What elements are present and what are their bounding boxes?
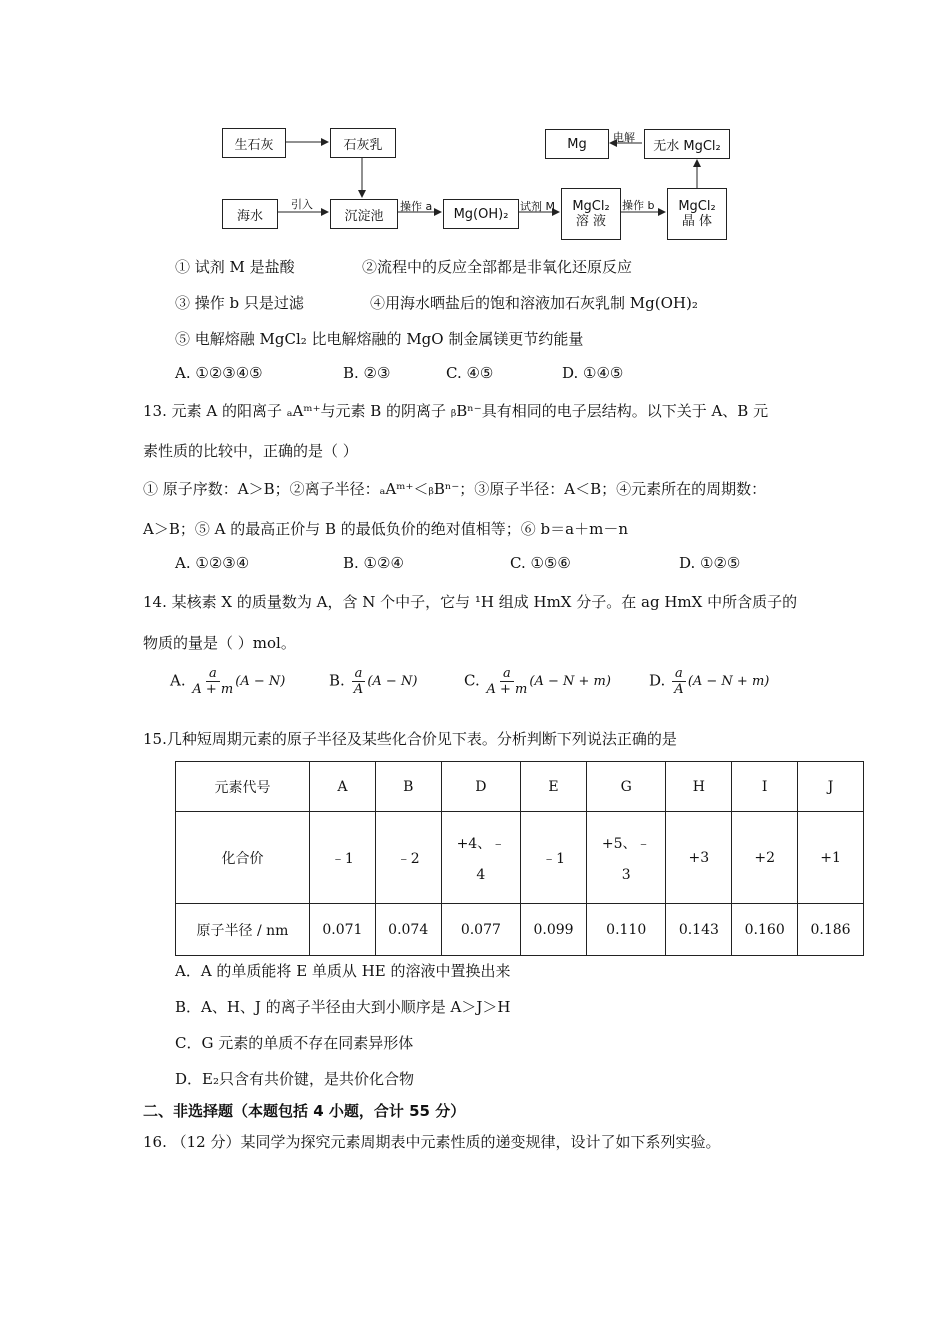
valence-line: +5、﹣ xyxy=(601,835,651,852)
q13-stem-line-1: 13. 元素 A 的阳离子 ₐAᵐ⁺与元素 B 的阴离子 ᵦBⁿ⁻具有相同的电子层结构。以下关于 A、B 元 xyxy=(143,402,769,420)
q16-stem: 16. （12 分）某同学为探究元素周期表中元素性质的递变规律，设计了如下系列实验。 xyxy=(143,1133,721,1151)
q14-option-a-fraction xyxy=(192,666,233,697)
mgcl2-crystal-formula: MgCl₂ xyxy=(678,199,716,214)
fraction-denominator: A + m xyxy=(486,682,528,697)
q15-stem: 15.几种短周期元素的原子半径及某些化合价见下表。分析判断下列说法正确的是 xyxy=(143,730,677,748)
q13-stem-line-3: ① 原子序数：A＞B；②离子半径：ₐAᵐ⁺＜ᵦBⁿ⁻；③原子半径：A＜B；④元素所在的周期数： xyxy=(143,480,767,498)
q14-stem-line-2: 物质的量是（ ）mol。 xyxy=(143,634,296,652)
label-introduce: 引入 xyxy=(291,198,313,211)
code-cell: A xyxy=(310,762,376,812)
code-cell: I xyxy=(732,762,798,812)
q12-statement-5: ⑤ 电解熔融 MgCl₂ 比电解熔融的 MgO 制金属镁更节约能量 xyxy=(175,330,584,348)
box-lime-milk: 石灰乳 xyxy=(330,128,396,158)
q15-option-c: C．G 元素的单质不存在同素异形体 xyxy=(175,1034,414,1052)
q12-option-d: D. ①④⑤ xyxy=(562,364,624,382)
label-electrolysis: 电解 xyxy=(613,131,635,144)
code-cell: H xyxy=(666,762,732,812)
valence-line: 4 xyxy=(476,866,486,883)
valence-cell: +1 xyxy=(798,812,864,904)
valence-cell: ﹣1 xyxy=(310,812,376,904)
q15-option-a: A．A 的单质能将 E 单质从 HE 的溶液中置换出来 xyxy=(175,962,511,980)
q14-option-a-expression: (A − N) xyxy=(235,674,286,689)
q14-option-d-letter: D. xyxy=(649,671,666,690)
q14-option-d-expression: (A − N + m) xyxy=(687,674,770,689)
fraction-denominator: A xyxy=(674,682,684,697)
q12-statement-4: ④用海水晒盐后的饱和溶液加石灰乳制 Mg(OH)₂ xyxy=(370,294,698,312)
radius-cell: 0.074 xyxy=(375,904,441,956)
q13-option-d: D. ①②⑤ xyxy=(679,554,741,572)
radius-cell: 0.110 xyxy=(586,904,666,956)
fraction-numerator: a xyxy=(206,666,220,682)
q12-option-c: C. ④⑤ xyxy=(446,364,494,382)
fraction-denominator: A xyxy=(353,682,364,697)
q14-option-b-fraction xyxy=(352,666,366,697)
code-cell: E xyxy=(521,762,587,812)
fraction-numerator: a xyxy=(672,666,686,682)
radius-cell: 0.099 xyxy=(521,904,587,956)
code-cell: B xyxy=(375,762,441,812)
box-mg-oh-2: Mg(OH)₂ xyxy=(443,199,519,229)
radius-cell: 0.186 xyxy=(798,904,864,956)
box-quicklime: 生石灰 xyxy=(222,128,286,158)
table-row-radius xyxy=(176,904,864,956)
valence-cell: +2 xyxy=(732,812,798,904)
q13-option-b: B. ①②④ xyxy=(343,554,404,572)
radius-cell: 0.071 xyxy=(310,904,376,956)
valence-cell xyxy=(441,812,521,904)
q14-stem-line-1: 14. 某核素 X 的质量数为 A，含 N 个中子，它与 ¹H 组成 HmX 分子。在 ag HmX 中所含质子的 xyxy=(143,593,798,611)
radius-cell: 0.143 xyxy=(666,904,732,956)
q14-option-b-letter: B. xyxy=(329,671,345,690)
q13-option-c: C. ①⑤⑥ xyxy=(510,554,571,572)
fraction-numerator: a xyxy=(500,666,514,682)
box-seawater: 海水 xyxy=(222,199,278,229)
q13-stem-line-4: A＞B；⑤ A 的最高正价与 B 的最低负价的绝对值相等；⑥ b＝a＋m－n xyxy=(143,520,628,538)
valence-cell: +3 xyxy=(666,812,732,904)
row-header: 元素代号 xyxy=(176,762,310,812)
label-operation-a: 操作 a xyxy=(400,200,433,213)
box-anhydrous-mgcl2: 无水 MgCl₂ xyxy=(644,129,730,159)
valence-cell xyxy=(586,812,666,904)
q14-option-c xyxy=(464,666,611,697)
row-header: 化合价 xyxy=(176,812,310,904)
q12-statement-3: ③ 操作 b 只是过滤 xyxy=(175,294,304,312)
mgcl2-solution-label: 溶 液 xyxy=(575,214,607,229)
valence-line: +4、﹣ xyxy=(456,835,506,852)
box-precipitation-tank: 沉淀池 xyxy=(330,199,398,229)
table-row-valence xyxy=(176,812,864,904)
mgcl2-crystal-label: 晶 体 xyxy=(681,214,713,229)
label-operation-b: 操作 b xyxy=(622,199,655,212)
q14-option-b xyxy=(329,666,417,697)
mgcl2-solution-formula: MgCl₂ xyxy=(572,199,610,214)
fraction-denominator: A + m xyxy=(192,682,234,697)
q12-statement-1: ① 试剂 M 是盐酸 xyxy=(175,258,295,276)
valence-line: 3 xyxy=(621,866,631,883)
box-mgcl2-solution xyxy=(561,188,621,240)
fraction-numerator: a xyxy=(352,666,366,682)
valence-cell: ﹣2 xyxy=(375,812,441,904)
q13-stem-line-2: 素性质的比较中，正确的是（ ） xyxy=(143,442,358,460)
q12-option-b: B. ②③ xyxy=(343,364,391,382)
q14-option-d-fraction xyxy=(672,666,686,697)
row-header: 原子半径 / nm xyxy=(176,904,310,956)
q14-option-d xyxy=(649,666,769,697)
q14-option-a xyxy=(170,666,285,697)
q13-option-a: A. ①②③④ xyxy=(175,554,250,572)
q15-option-b: B．A、H、J 的离子半径由大到小顺序是 A＞J＞H xyxy=(175,998,511,1016)
q12-option-a: A. ①②③④⑤ xyxy=(175,364,263,382)
label-reagent-m: 试剂 M xyxy=(520,200,555,213)
box-mg: Mg xyxy=(545,129,609,159)
radius-cell: 0.160 xyxy=(732,904,798,956)
section-heading: 二、非选择题（本题包括 4 小题，合计 55 分） xyxy=(143,1102,466,1120)
q14-option-a-letter: A. xyxy=(170,671,186,690)
box-mgcl2-crystal xyxy=(667,188,727,240)
q15-option-d: D．E₂只含有共价键，是共价化合物 xyxy=(175,1070,414,1088)
q14-option-c-letter: C. xyxy=(464,671,480,690)
radius-cell: 0.077 xyxy=(441,904,521,956)
code-cell: J xyxy=(798,762,864,812)
q14-option-c-expression: (A − N + m) xyxy=(529,674,611,689)
element-table xyxy=(175,761,864,956)
table-row-codes xyxy=(176,762,864,812)
valence-cell: ﹣1 xyxy=(521,812,587,904)
code-cell: G xyxy=(586,762,666,812)
q14-option-c-fraction xyxy=(487,666,528,697)
code-cell: D xyxy=(441,762,521,812)
q12-statement-2: ②流程中的反应全部都是非氧化还原反应 xyxy=(362,258,633,276)
q14-option-b-expression: (A − N) xyxy=(367,674,418,689)
